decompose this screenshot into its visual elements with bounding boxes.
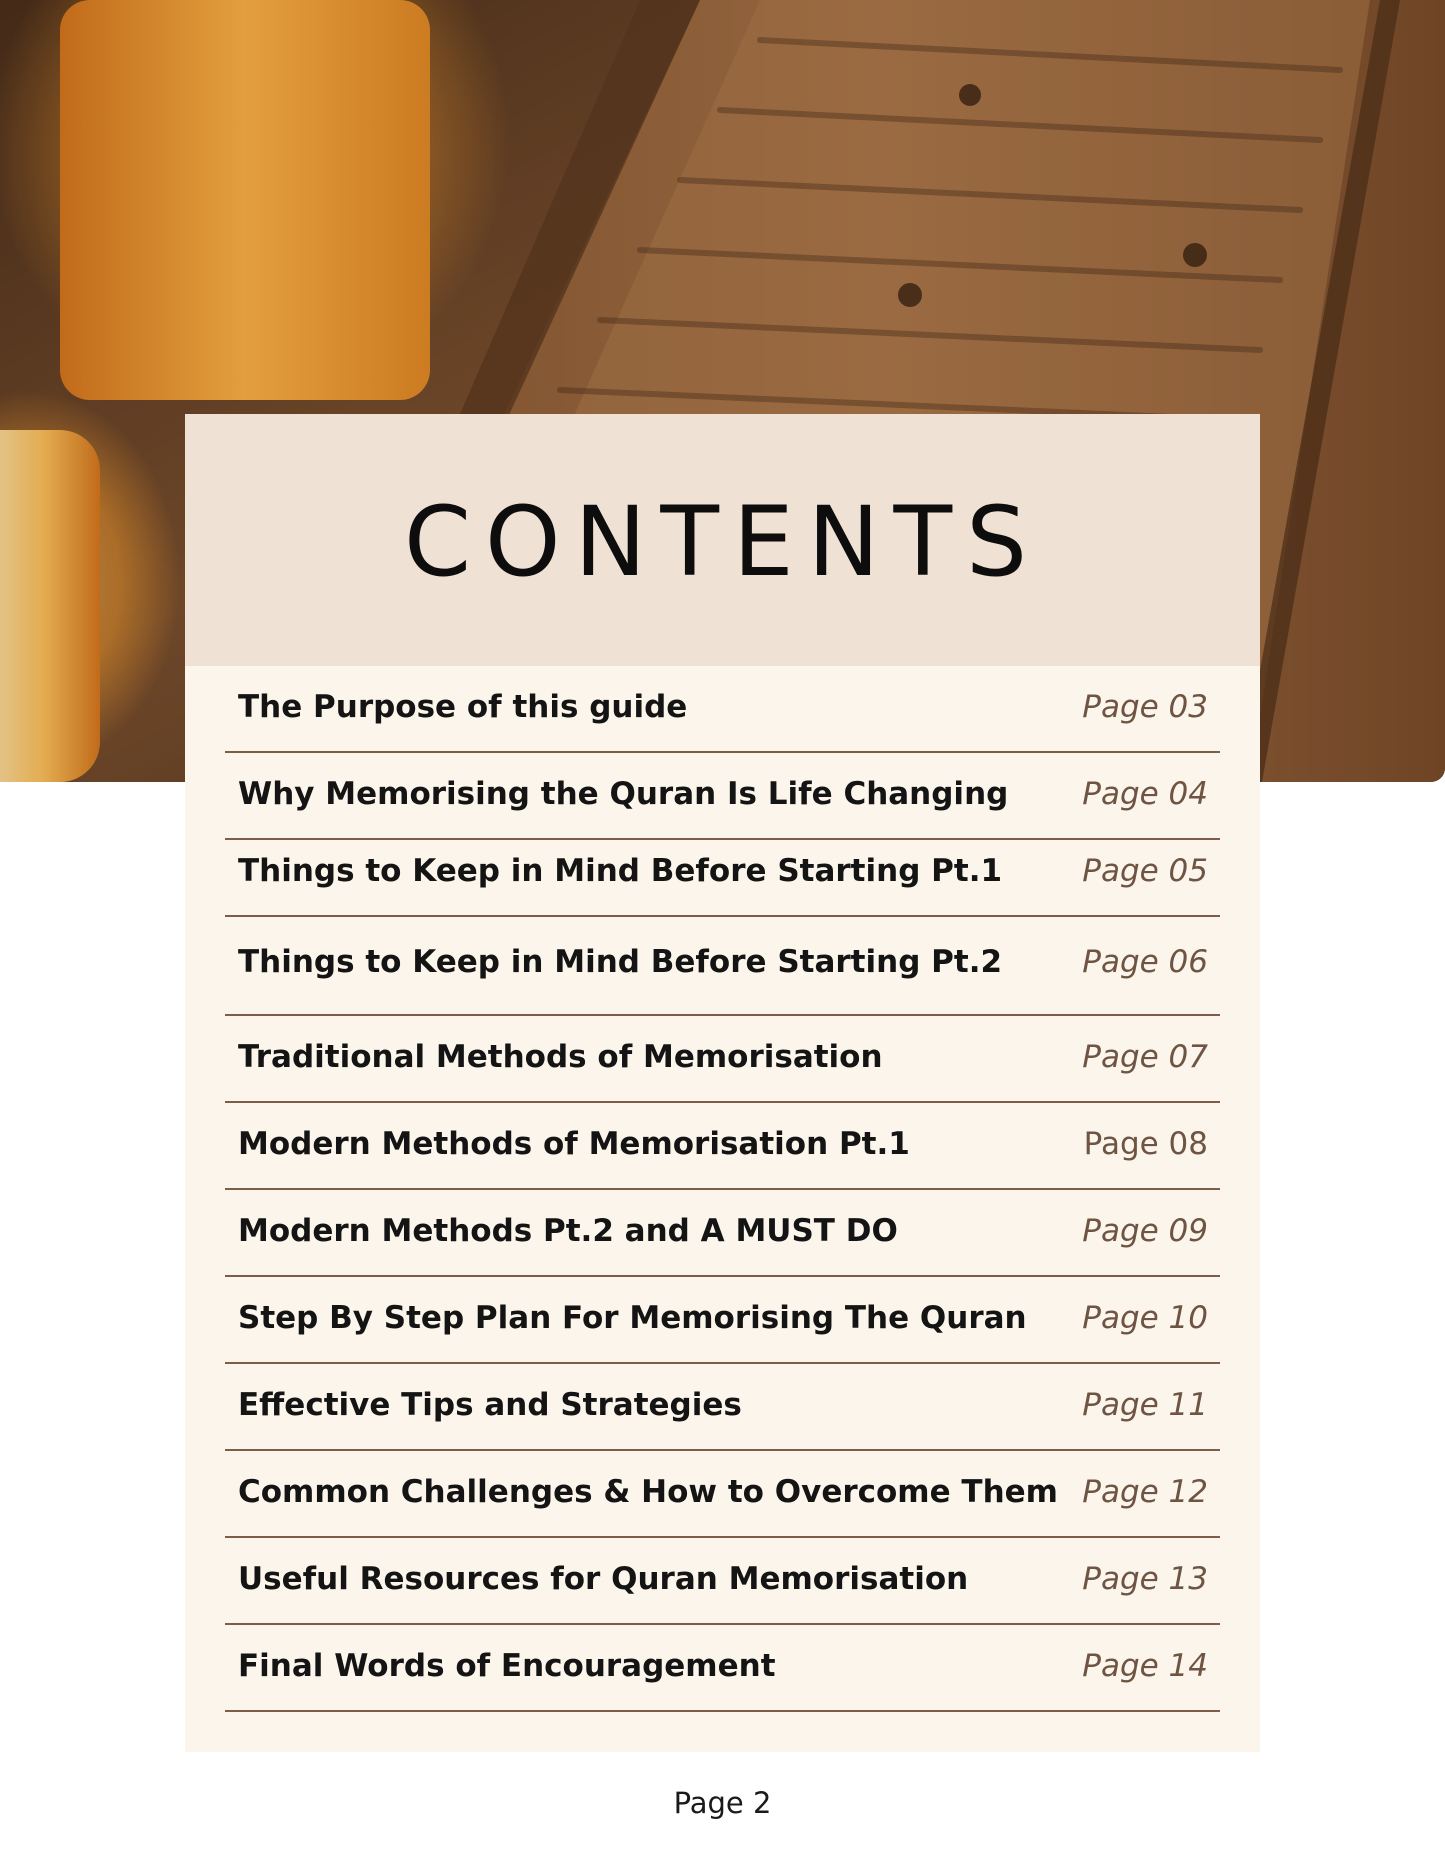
toc-entry[interactable] [225, 840, 1220, 917]
toc-entry-label: Traditional Methods of Memorisation [238, 1039, 883, 1075]
page-number: Page 2 [673, 1786, 772, 1820]
toc-entry-page: Page 10 [1082, 1300, 1208, 1336]
contents-card [185, 414, 1260, 1752]
table-of-contents [225, 666, 1220, 1712]
toc-entry-label: Final Words of Encouragement [238, 1648, 776, 1684]
toc-entry-page: Page 12 [1082, 1474, 1208, 1510]
toc-entry-page: Page 03 [1082, 689, 1208, 725]
toc-entry[interactable] [225, 1277, 1220, 1364]
toc-entry-page: Page 05 [1082, 853, 1208, 889]
toc-entry-label: The Purpose of this guide [238, 689, 688, 725]
toc-entry[interactable] [225, 753, 1220, 840]
toc-entry-page: Page 11 [1082, 1387, 1208, 1423]
toc-entry-label: Common Challenges & How to Overcome Them [238, 1474, 1058, 1510]
toc-entry[interactable] [225, 1538, 1220, 1625]
toc-entry-page: Page 06 [1082, 944, 1208, 980]
toc-entry-label: Modern Methods of Memorisation Pt.1 [238, 1126, 910, 1162]
contents-header [185, 414, 1260, 666]
toc-entry-page: Page 07 [1082, 1039, 1208, 1075]
toc-entry-label: Useful Resources for Quran Memorisation [238, 1561, 969, 1597]
toc-entry-label: Things to Keep in Mind Before Starting Pt.2 [238, 944, 1003, 980]
toc-entry[interactable] [225, 1451, 1220, 1538]
toc-entry[interactable] [225, 1364, 1220, 1451]
toc-entry-label: Effective Tips and Strategies [238, 1387, 742, 1423]
toc-entry-label: Things to Keep in Mind Before Starting Pt.1 [238, 853, 1003, 889]
contents-title: CONTENTS [403, 486, 1042, 598]
toc-entry[interactable] [225, 1625, 1220, 1712]
toc-entry-page: Page 08 [1083, 1126, 1208, 1162]
toc-entry-label: Modern Methods Pt.2 and A MUST DO [238, 1213, 898, 1249]
toc-entry-page: Page 13 [1082, 1561, 1208, 1597]
toc-entry[interactable] [225, 917, 1220, 1016]
toc-entry[interactable] [225, 1103, 1220, 1190]
toc-entry-page: Page 04 [1082, 776, 1208, 812]
toc-entry[interactable] [225, 1190, 1220, 1277]
toc-entry-page: Page 14 [1082, 1648, 1208, 1684]
toc-entry[interactable] [225, 666, 1220, 753]
toc-entry[interactable] [225, 1016, 1220, 1103]
toc-entry-page: Page 09 [1082, 1213, 1208, 1249]
toc-entry-label: Step By Step Plan For Memorising The Quran [238, 1300, 1027, 1336]
toc-entry-label: Why Memorising the Quran Is Life Changing [238, 776, 1009, 812]
